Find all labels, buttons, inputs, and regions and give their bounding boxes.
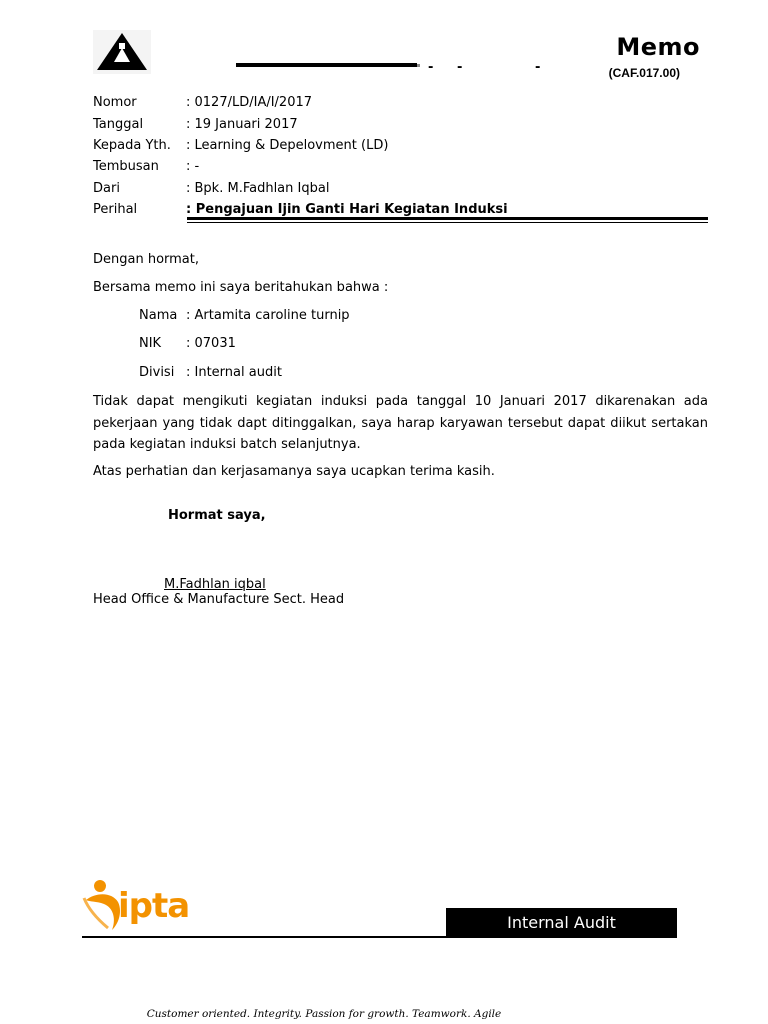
memo-title: Memo [616, 33, 700, 61]
closing-text: Atas perhatian dan kerjasamanya saya ucapkan terima kasih. [93, 464, 495, 479]
employee-nik-value: : 07031 [186, 336, 236, 351]
document-code: (CAF.017.00) [608, 66, 680, 80]
field-value: : Learning & Depelovment (LD) [186, 138, 389, 153]
field-label: Tembusan [93, 159, 159, 174]
field-value: : - [186, 159, 200, 174]
signatory-position: Head Office & Manufacture Sect. Head [93, 592, 345, 607]
field-value: : 0127/LD/IA/I/2017 [186, 95, 313, 110]
field-value: : Pengajuan Ijin Ganti Hari Kegiatan Induksi [186, 202, 508, 217]
employee-nik-label: NIK [139, 336, 162, 351]
triangle-logo-icon [93, 30, 151, 74]
greeting: Dengan hormat, [93, 252, 200, 267]
signature-salutation: Hormat saya, [168, 508, 266, 523]
department-label: Internal Audit [446, 908, 677, 938]
header-divider-thin [187, 222, 708, 223]
intro-text: Bersama memo ini saya beritahukan bahwa : [93, 280, 389, 295]
company-tagline: Customer oriented. Integrity. Passion for growth. Teamwork. Agile [146, 1008, 502, 1020]
header-bar [236, 63, 417, 67]
employee-name-value: : Artamita caroline turnip [186, 308, 350, 323]
signatory-name: M.Fadhlan iqbal [164, 577, 266, 592]
company-logo [93, 30, 151, 74]
header-divider [187, 217, 708, 220]
header-dash: - [428, 60, 434, 75]
body-paragraph: Tidak dapat mengikuti kegiatan induksi pada tanggal 10 Januari 2017 dikarenakan ada pekerjaan yang tidak dapt ditinggalkan, saya harap karyawan tersebut dapat diikut sertakan pada kegiatan induksi batch selanjutnya. [93, 394, 708, 452]
field-label: Nomor [93, 95, 137, 110]
header-dash: - [457, 60, 463, 75]
ipta-logo [82, 878, 222, 936]
field-label: Dari [93, 181, 120, 196]
ipta-wordmark: ipta [118, 886, 190, 926]
employee-division-label: Divisi [139, 365, 175, 380]
field-value: : Bpk. M.Fadhlan Iqbal [186, 181, 330, 196]
employee-division-value: : Internal audit [186, 365, 282, 380]
field-label: Perihal [93, 202, 138, 217]
field-label: Kepada Yth. [93, 138, 171, 153]
header-bar-tail [417, 64, 420, 67]
field-label: Tanggal [93, 117, 144, 132]
header-dash: - [535, 60, 541, 75]
field-value: : 19 Januari 2017 [186, 117, 298, 132]
employee-name-label: Nama [139, 308, 178, 323]
